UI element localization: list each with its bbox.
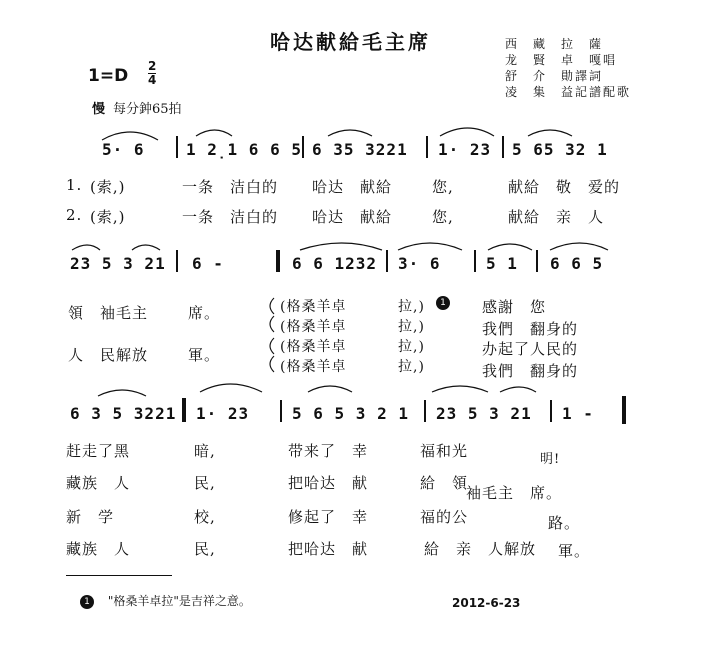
- verse-paren: (索,): [90, 178, 126, 196]
- measure: 1 -: [562, 404, 594, 423]
- bar-line: [424, 400, 426, 422]
- measure: 1· 23: [196, 404, 250, 423]
- lyric: 哈达 献給: [312, 178, 393, 196]
- bar-line: [536, 250, 538, 272]
- lyric: 軍。: [188, 346, 221, 364]
- measure: 1· 23: [438, 140, 492, 159]
- lyric: 給 亲 人解放: [424, 540, 537, 558]
- footnote-text: "格桑羊卓拉"是吉祥之意。: [107, 594, 251, 608]
- lyric: 人 民解放: [68, 346, 149, 364]
- lyric: 献給 敬 爱的: [508, 178, 621, 196]
- measure: 23 5 3 21: [70, 254, 166, 273]
- slur: [308, 386, 352, 392]
- meter-top: 2: [148, 59, 157, 73]
- measure: 6 35 3221: [312, 140, 408, 159]
- refrain-paren: (格桑羊卓: [280, 319, 347, 335]
- verse-number: 2.: [66, 206, 83, 224]
- slur: [200, 384, 262, 392]
- measure: 6 -: [192, 254, 224, 273]
- lyric: 路。: [548, 514, 581, 532]
- lyric: 新 学: [66, 508, 115, 526]
- slur: [550, 243, 608, 250]
- slur: [528, 130, 572, 136]
- bar-line: [474, 250, 476, 272]
- refrain-brace: [270, 356, 274, 372]
- bar-line: [426, 136, 428, 158]
- slur: [132, 245, 160, 250]
- lyric: 明!: [540, 452, 561, 467]
- verse-paren: (索,): [90, 208, 126, 226]
- footnote-mark-icon: 1: [80, 595, 94, 609]
- lyric: 藏族 人: [66, 474, 131, 492]
- refrain-end: 拉,): [398, 339, 425, 355]
- lyric: 一条 洁白的: [182, 178, 279, 196]
- footnote-rule: [66, 575, 172, 576]
- refrain-paren: (格桑羊卓: [280, 359, 347, 375]
- lyric: 藏族 人: [66, 540, 131, 558]
- meter-bottom: 4: [148, 73, 157, 87]
- verse-number: 1.: [66, 176, 83, 194]
- lyric: 哈达 献給: [312, 208, 393, 226]
- slur: [102, 132, 158, 140]
- repeat-start-bar: [276, 250, 280, 272]
- lyric: 福的公: [420, 508, 469, 526]
- refrain-text: 我們 翻身的: [482, 362, 579, 380]
- lyric: 福和光: [420, 442, 469, 460]
- slur: [72, 245, 100, 250]
- slur: [98, 390, 146, 396]
- repeat-bar: [182, 398, 186, 422]
- slur: [488, 244, 532, 250]
- bar-line: [550, 400, 552, 422]
- credit-line: 龙 賢 卓 嘎唱: [505, 53, 618, 67]
- refrain-text: 我們 翻身的: [482, 320, 579, 338]
- lyric: 暗,: [194, 442, 216, 460]
- refrain-brace: [270, 338, 274, 354]
- bar-line: [386, 250, 388, 272]
- lyric: 献給 亲 人: [508, 208, 605, 226]
- slur: [500, 387, 536, 392]
- slur: [398, 243, 462, 250]
- date-stamp: 2012-6-23: [452, 596, 521, 610]
- credit-line: 西 藏 拉 薩: [505, 37, 604, 51]
- lyric: 把哈达 献: [288, 474, 369, 492]
- slur: [432, 386, 488, 392]
- tempo-mark: 慢: [92, 102, 106, 117]
- lyric: 領 袖毛主: [68, 304, 149, 322]
- slur: [328, 130, 372, 136]
- lyric: 席。: [188, 304, 221, 322]
- lyric: 您,: [432, 178, 454, 196]
- refrain-text: 感謝 您: [482, 298, 547, 316]
- measure: 5 6 5 3 2 1: [292, 404, 409, 423]
- measure: 3· 6: [398, 254, 441, 273]
- slur: [440, 128, 494, 136]
- footnote: [80, 592, 251, 609]
- measure: 1 2̣1 6 6 5: [186, 140, 302, 159]
- lyric: 給 領: [420, 474, 469, 492]
- refrain-paren: (格桑羊卓: [280, 339, 347, 355]
- lyric: 把哈达 献: [288, 540, 369, 558]
- refrain-text: 办起了人民的: [482, 340, 579, 358]
- lyric: 带来了 幸: [288, 442, 369, 460]
- lyric: 民,: [194, 540, 216, 558]
- bar-line: [280, 400, 282, 422]
- measure: 23 5 3 21: [436, 404, 532, 423]
- credit-line: 凌 集 益記譜配歌: [505, 85, 632, 99]
- lyric: 一条 洁白的: [182, 208, 279, 226]
- measure: 5 1: [486, 254, 518, 273]
- measure: 6 3 5 3221: [70, 404, 177, 423]
- credit-line: 舒 介 勛譯詞: [505, 69, 604, 83]
- tempo-text: 每分鈡65拍: [113, 102, 182, 117]
- bar-line: [176, 250, 178, 272]
- bar-line: [302, 136, 304, 158]
- lyric: 您,: [432, 208, 454, 226]
- refrain-brace: [270, 316, 274, 332]
- lyric: 民,: [194, 474, 216, 492]
- measure: 6 6 5: [550, 254, 604, 273]
- bar-line: [502, 136, 504, 158]
- song-title: 哈达献給毛主席: [270, 30, 431, 54]
- refrain-end: 拉,): [398, 319, 425, 335]
- refrain-end: 拉,): [398, 359, 425, 375]
- refrain-paren: (格桑羊卓: [280, 299, 347, 315]
- measure: 6 6 1232: [292, 254, 378, 273]
- footnote-mark-icon: 1: [436, 296, 450, 310]
- final-bar: [622, 396, 626, 424]
- slur: [196, 130, 232, 136]
- lyric: 修起了 幸: [288, 508, 369, 526]
- lyric: 赶走了黑: [66, 442, 131, 460]
- key-signature: 1=D: [88, 66, 129, 86]
- lyric: 袖毛主 席。: [466, 484, 563, 502]
- measure: 5· 6: [102, 140, 145, 159]
- slur: [300, 243, 382, 250]
- lyric: 校,: [194, 508, 216, 526]
- lyric: 軍。: [558, 542, 591, 560]
- refrain-brace: [270, 298, 274, 314]
- measure: 5 65 32 1: [512, 140, 608, 159]
- bar-line: [176, 136, 178, 158]
- refrain-end: 拉,): [398, 299, 425, 315]
